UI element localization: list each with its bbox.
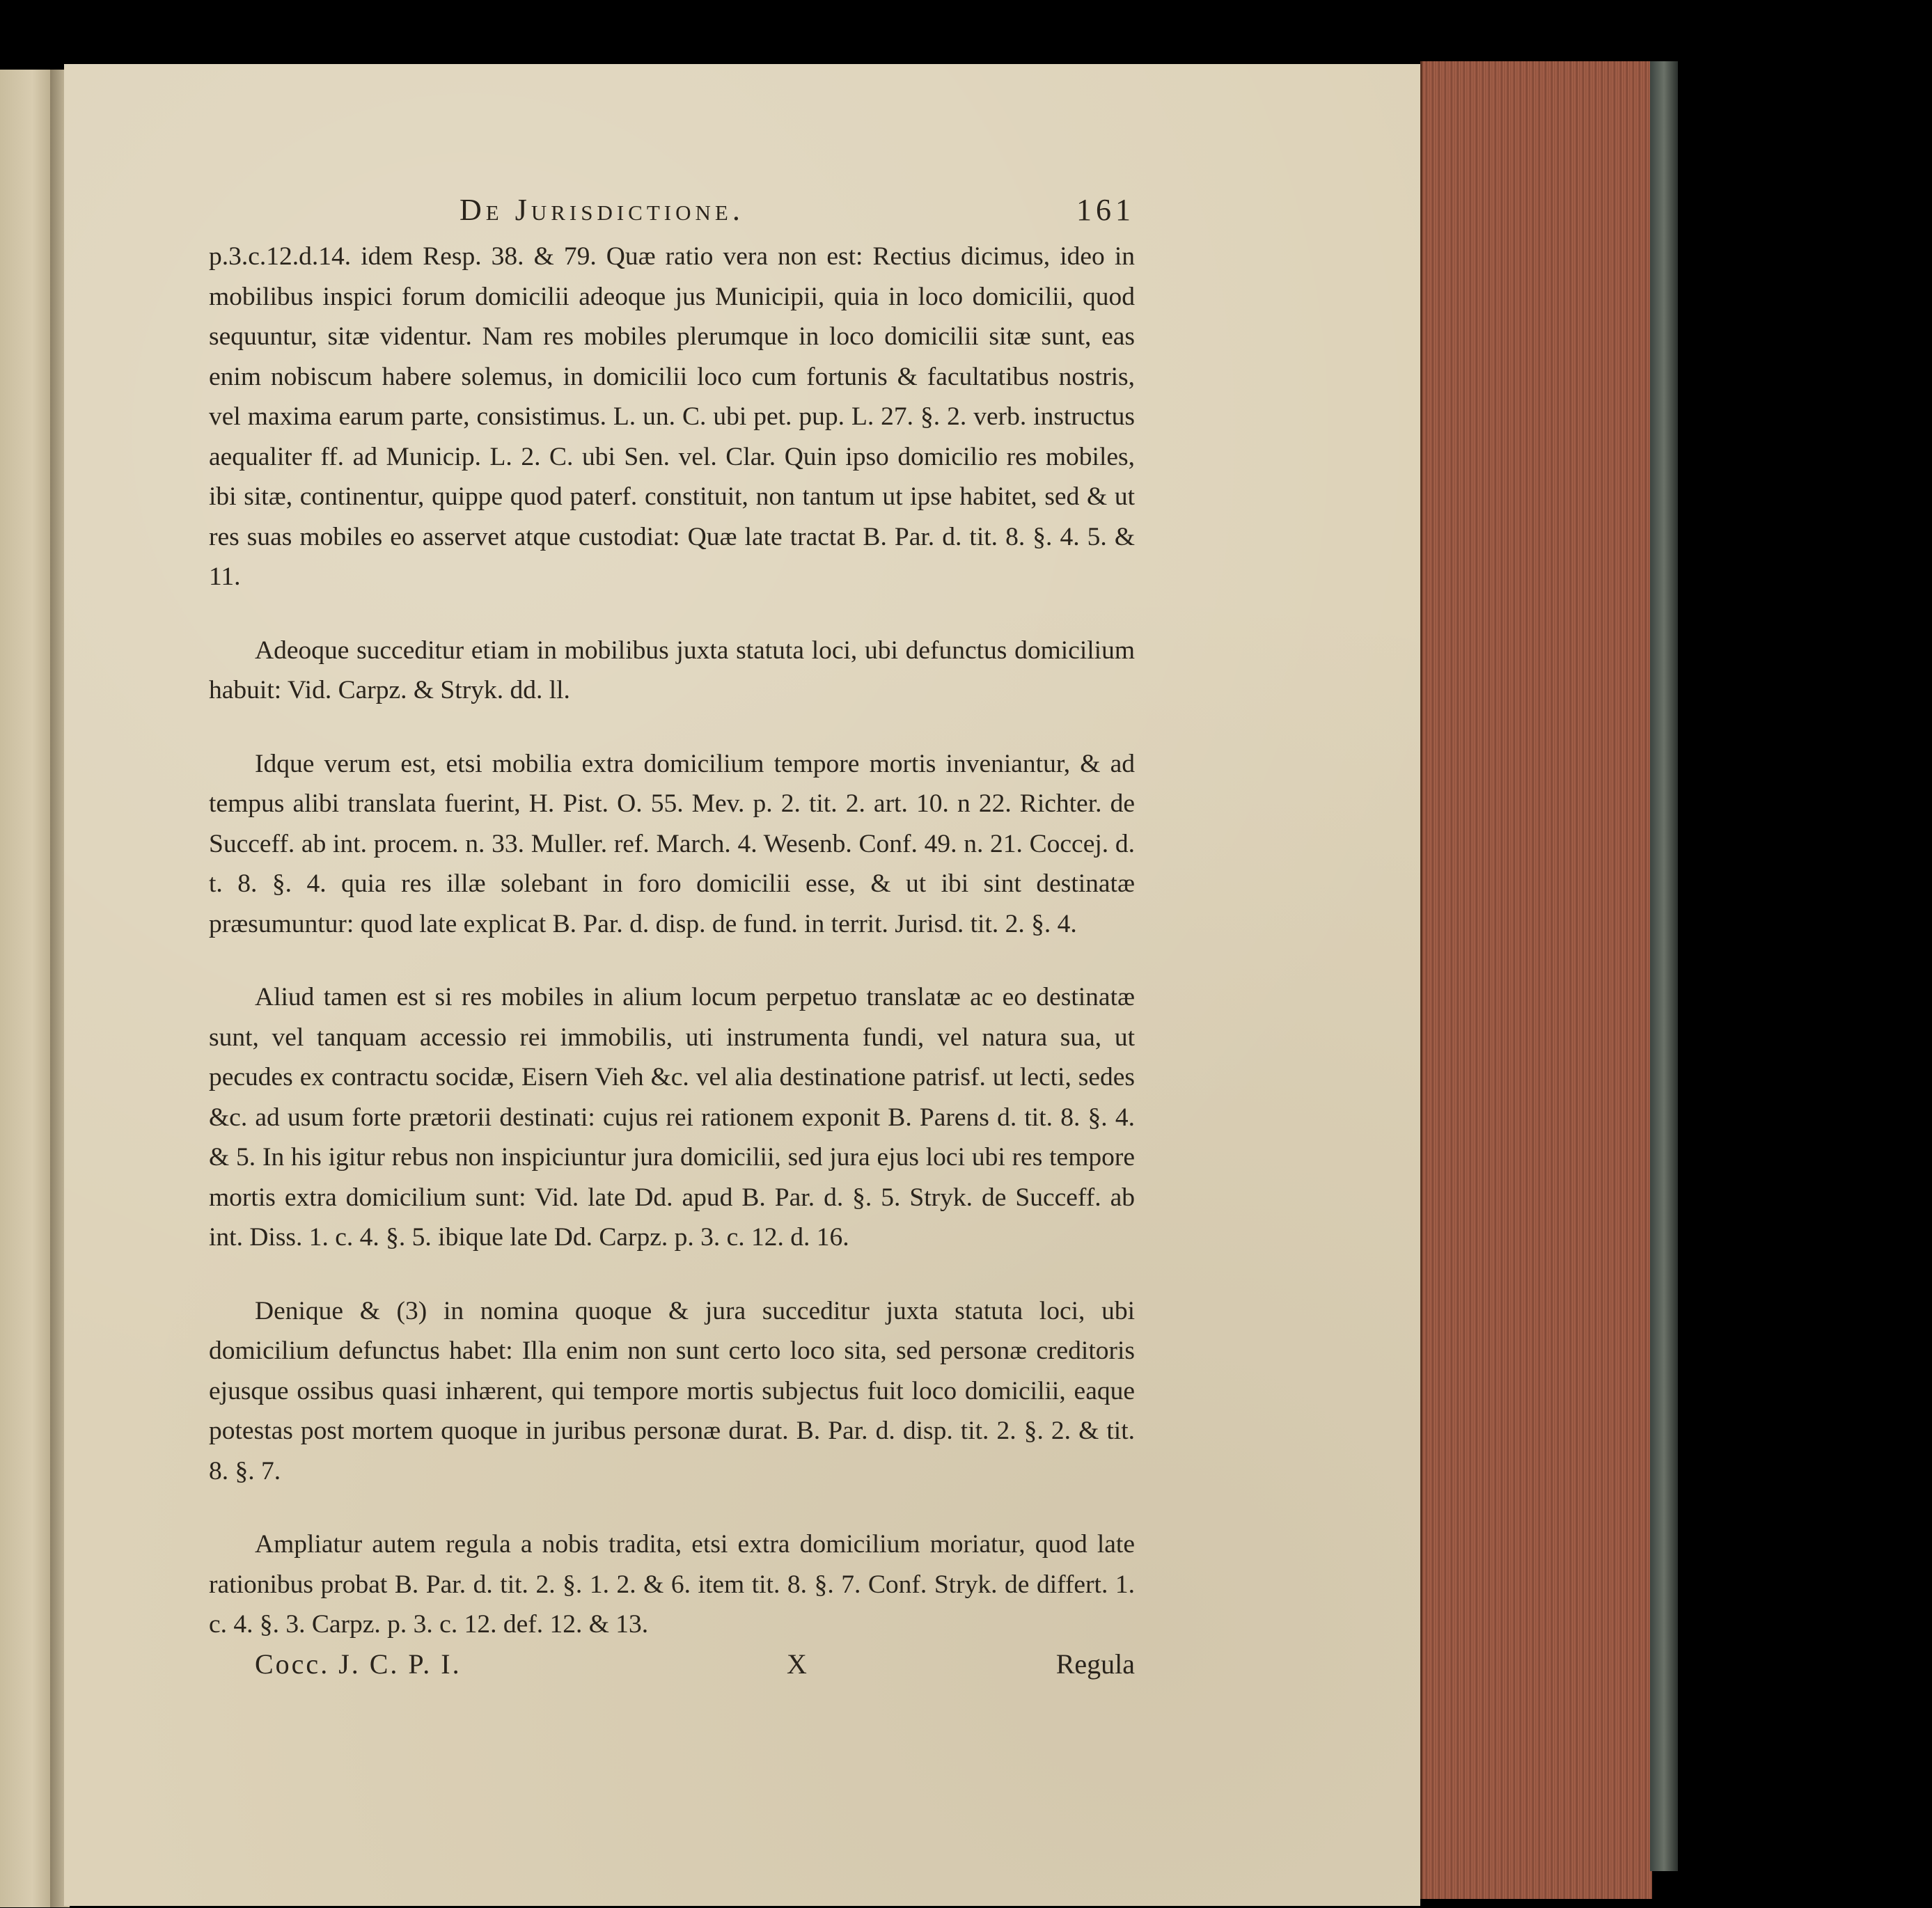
page-block-edge [1420,61,1652,1899]
paragraph: Idque verum est, etsi mobilia extra domicilium tempore mortis inveniantur, & ad tempus alibi translata fuerint, H. Pist. O. 55. Mev. p. 2. tit. 2. art. 10. n 22. Richter. de Succeff. ab int. procem. n. 33. Muller. ref. March. 4. Wesenb. Conf. 49. n. 21. Coccej. d. t. 8. §. 4. quia res illæ solebant in foro domicilii esse, & ut ibi sint destinatæ præsumuntur: quod late explicat B. Par. d. disp. de fund. in territ. Jurisd. tit. 2. §. 4. [209,749,1135,938]
paragraph: Denique & (3) in nomina quoque & jura succeditur juxta statuta loci, ubi domicilium defunctus habet: Illa enim non sunt certo loco sita, sed personæ creditoris ejusque ossibus quasi inhærent, qui tempore mortis subjectus fuit loco domicilii, eaque potestas post mortem quoque in juribus personæ durat. B. Par. d. disp. tit. 2. §. 2. & tit. 8. §. 7. [209,1296,1135,1485]
facing-page-edge [0,70,54,1907]
book-cover-edge [1650,61,1678,1871]
paragraph: Adeoque succeditur etiam in mobilibus juxta statuta loci, ubi defunctus domicilium habuit: Vid. Carpz. & Stryk. dd. ll. [209,636,1135,704]
page-footer [209,1648,1135,1689]
signature-line: Cocc. J. C. P. I. [255,1648,462,1680]
page-number: 161 [1076,193,1135,227]
running-head [209,188,1135,237]
running-title: De Jurisdictione. [460,193,744,227]
sheet-mark: X [787,1648,807,1680]
catchword: Regula [1055,1648,1135,1680]
page-content [209,188,1135,1689]
paragraph: Ampliatur autem regula a nobis tradita, etsi extra domicilium moriatur, quod late rationibus probat B. Par. d. tit. 2. §. 1. 2. & 6. item tit. 8. §. 7. Conf. Stryk. de differt. 1. c. 4. §. 3. Carpz. p. 3. c. 12. def. 12. & 13. [209,1530,1135,1639]
paragraph: Aliud tamen est si res mobiles in alium locum perpetuo translatæ ac eo destinatæ sunt, vel tanquam accessio rei immobilis, uti instrumenta fundi, vel natura sua, ut pecudes ex contractu socidæ, Eisern Vieh &c. vel alia destinatione patrisf. ut lecti, sedes &c. ad usum forte prætorii destinati: cujus rei rationem exponit B. Parens d. tit. 8. §. 4. & 5. In his igitur rebus non inspiciuntur jura domicilii, sed jura ejus loci ubi res tempore mortis extra domicilium sunt: Vid. late Dd. apud B. Par. d. §. 5. Stryk. de Succeff. ab int. Diss. 1. c. 4. §. 5. ibique late Dd. Carpz. p. 3. c. 12. d. 16. [209,983,1135,1252]
paragraph-continued: p.3.c.12.d.14. idem Resp. 38. & 79. Quæ ratio vera non est: Rectius dicimus, ideo in mobilibus inspici forum domicilii adeoque jus Municipii, quia in loco domicilii, quod sequuntur, sitæ videntur. Nam res mobiles plerumque in loco domicilii sitæ sunt, eas enim nobiscum habere solemus, in domicilii loco cum fortunis & facultatibus nostris, vel maxima earum parte, consistimus. L. un. C. ubi pet. pup. L. 27. §. 2. verb. instructus aequaliter ff. ad Municip. L. 2. C. ubi Sen. vel. Clar. Quin ipso domicilio res mobiles, ibi sitæ, continentur, quippe quod paterf. constituit, non tantum ut ipse habitet, sed & ut res suas mobiles eo asservet atque custodiat: Quæ late tractat B. Par. d. tit. 8. §. 4. 5. & 11. [209,242,1135,591]
